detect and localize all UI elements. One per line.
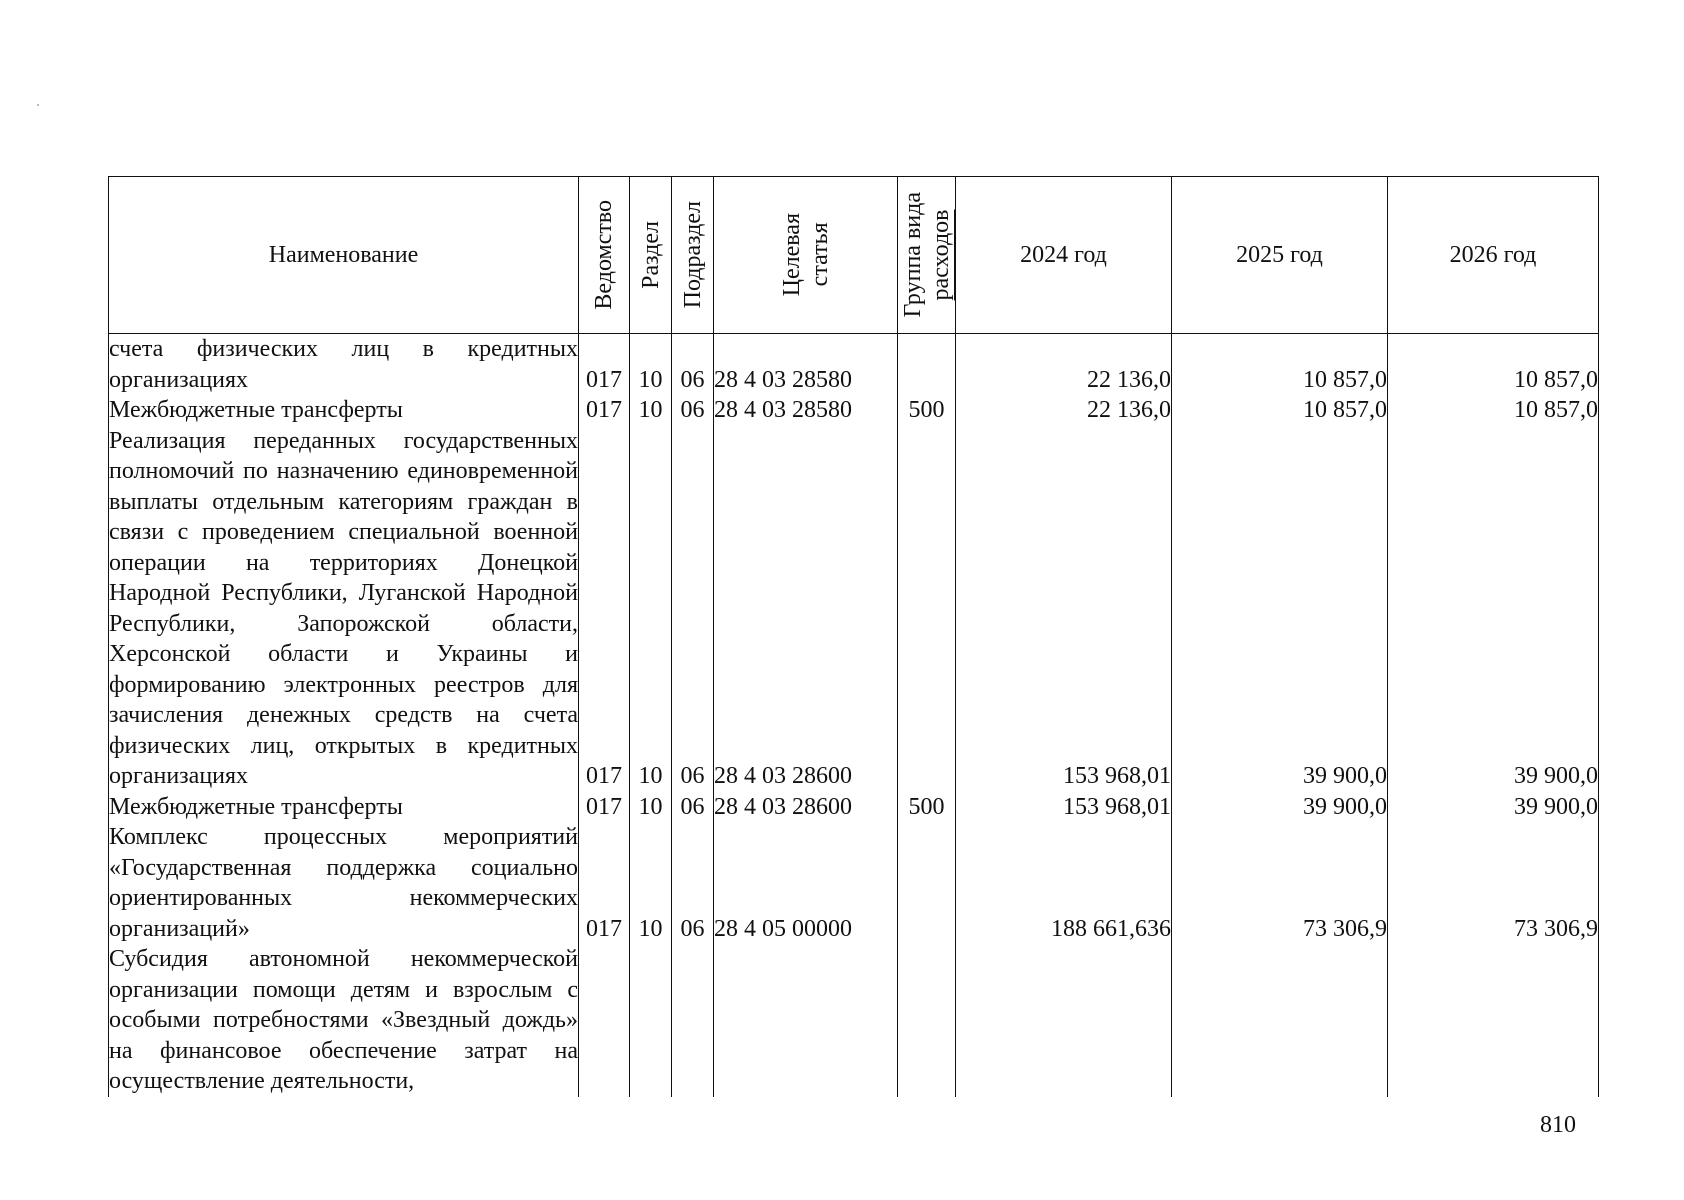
row-tselevaya-statya: 28 4 03 28580	[714, 395, 898, 426]
row-name: Субсидия автономной некоммерческой организации помощи детям и взрослым с особыми потребностями «Звездный дождь» на финансовое обеспечение затрат на осуществление деятельности,	[109, 944, 579, 1097]
header-name: Наименование	[109, 177, 579, 334]
row-razdel: 10	[630, 334, 672, 396]
header-razdel: Раздел	[630, 177, 672, 334]
table-row	[109, 395, 1599, 426]
header-gruppa-vida-raskhodov: Группа вида расходов	[898, 177, 956, 334]
row-gruppa	[898, 334, 956, 396]
header-podrazdel: Подраздел	[672, 177, 714, 334]
row-2024: 22 136,0	[956, 395, 1172, 426]
row-tselevaya-statya	[714, 944, 898, 1097]
row-2024: 22 136,0	[956, 334, 1172, 396]
row-tselevaya-statya: 28 4 03 28600	[714, 426, 898, 792]
header-vedomstvo: Ведомство	[579, 177, 630, 334]
row-vedomstvo: 017	[579, 395, 630, 426]
row-2024	[956, 944, 1172, 1097]
row-vedomstvo: 017	[579, 822, 630, 944]
row-tselevaya-statya: 28 4 05 00000	[714, 822, 898, 944]
page-number: 810	[1540, 1112, 1576, 1138]
row-razdel: 10	[630, 792, 672, 823]
header-2024: 2024 год	[956, 177, 1172, 334]
row-2025: 39 900,0	[1172, 792, 1388, 823]
row-vedomstvo: 017	[579, 334, 630, 396]
row-vedomstvo	[579, 944, 630, 1097]
row-2026: 39 900,0	[1388, 792, 1599, 823]
row-podrazdel: 06	[672, 426, 714, 792]
row-2026: 39 900,0	[1388, 426, 1599, 792]
row-gruppa	[898, 944, 956, 1097]
row-podrazdel	[672, 944, 714, 1097]
row-2026: 10 857,0	[1388, 395, 1599, 426]
row-razdel	[630, 944, 672, 1097]
row-2025: 39 900,0	[1172, 426, 1388, 792]
row-vedomstvo: 017	[579, 426, 630, 792]
header-2025: 2025 год	[1172, 177, 1388, 334]
table-row	[109, 944, 1599, 1097]
row-podrazdel: 06	[672, 792, 714, 823]
row-2025: 73 306,9	[1172, 822, 1388, 944]
table-row	[109, 426, 1599, 792]
row-2025: 10 857,0	[1172, 395, 1388, 426]
row-podrazdel: 06	[672, 334, 714, 396]
row-2026	[1388, 944, 1599, 1097]
row-name: Комплекс процессных мероприятий «Государственная поддержка социально ориентированных некоммерческих организаций»	[109, 822, 579, 944]
row-2024: 153 968,01	[956, 426, 1172, 792]
row-razdel: 10	[630, 426, 672, 792]
row-razdel: 10	[630, 395, 672, 426]
row-2024: 153 968,01	[956, 792, 1172, 823]
row-2026: 73 306,9	[1388, 822, 1599, 944]
table-header-row	[109, 177, 1599, 334]
budget-table	[108, 176, 1599, 1097]
row-tselevaya-statya: 28 4 03 28580	[714, 334, 898, 396]
table-row	[109, 822, 1599, 944]
row-2024: 188 661,636	[956, 822, 1172, 944]
row-name: счета физических лиц в кредитных организациях	[109, 334, 579, 396]
row-name: Реализация переданных государственных полномочий по назначению единовременной выплаты отдельным категориям граждан в связи с проведением специальной военной операции на территориях Донецкой Народной Республики, Луганской Народной Республики, Запорожской области, Херсонской области и Украины и формированию электронных реестров для зачисления денежных средств на счета физических лиц, открытых в кредитных организациях	[109, 426, 579, 792]
budget-table-container	[108, 176, 1598, 1096]
table-row	[109, 792, 1599, 823]
row-vedomstvo: 017	[579, 792, 630, 823]
row-name: Межбюджетные трансферты	[109, 395, 579, 426]
table-row	[109, 334, 1599, 396]
row-2025: 10 857,0	[1172, 334, 1388, 396]
row-razdel: 10	[630, 822, 672, 944]
scan-speck	[37, 104, 39, 106]
header-2026: 2026 год	[1388, 177, 1599, 334]
row-name: Межбюджетные трансферты	[109, 792, 579, 823]
row-gruppa	[898, 426, 956, 792]
row-2025	[1172, 944, 1388, 1097]
row-gruppa: 500	[898, 395, 956, 426]
header-tselevaya-statya: Целевая статья	[714, 177, 898, 334]
row-podrazdel: 06	[672, 822, 714, 944]
row-tselevaya-statya: 28 4 03 28600	[714, 792, 898, 823]
row-2026: 10 857,0	[1388, 334, 1599, 396]
row-gruppa: 500	[898, 792, 956, 823]
row-gruppa	[898, 822, 956, 944]
row-podrazdel: 06	[672, 395, 714, 426]
